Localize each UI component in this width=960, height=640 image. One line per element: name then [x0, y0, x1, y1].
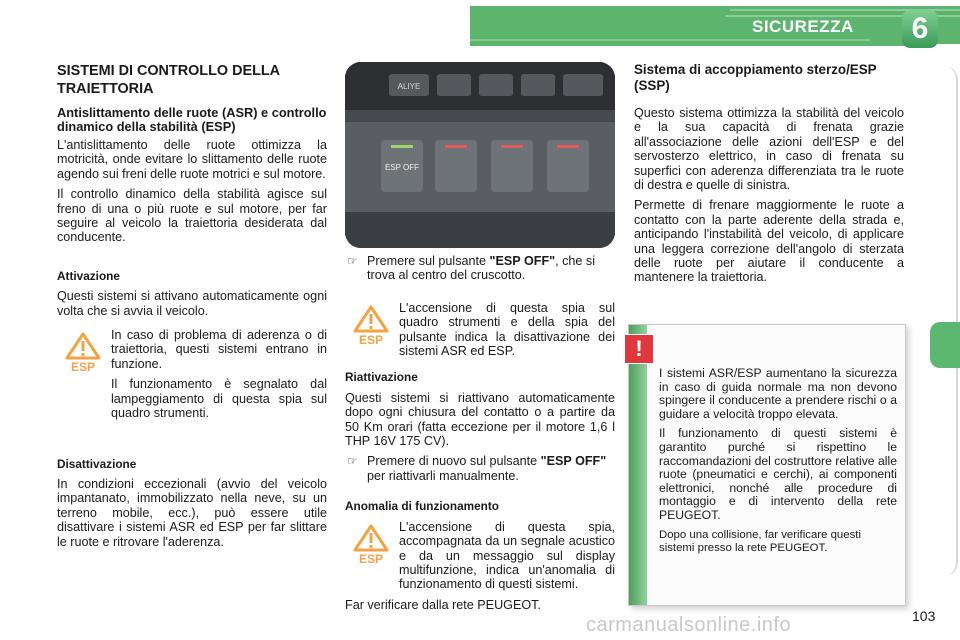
note-paragraph-1: I sistemi ASR/ESP aumentano la sicurezza in caso di guida normale ma non devono spingere il conducente a prendere rischi o a guidare a velocità troppo elevata. [659, 366, 897, 421]
ssp-paragraph-2: Permette di frenare maggiormente le ruote a contatto con la parte aderente della strada e, anticipando l'instabilità del veicolo, di applicare una leggera correzione dell'angolo di sterzata delle ruote per aiutare il conducente a mantenere la traiettoria. [634, 198, 904, 285]
watermark: carmanualsonline.info [586, 614, 792, 636]
right-column [634, 62, 904, 291]
note-text [659, 367, 897, 561]
main-title: SISTEMI DI CONTROLLO DELLA TRAIETTORIA [57, 63, 280, 97]
activation-heading: Attivazione [57, 268, 120, 283]
malfunction-warning-text: L'accensione di questa spia, accompagnata da un segnale acustico e da un messaggio sul display multifunzione, indica un'anomalia di funzionamento di questi sistemi. [399, 519, 615, 592]
asr-paragraph: L'antislittamento delle ruote ottimizza la motricità, onde evitare lo slittamento delle ruote agendo sui freni delle ruote motrici e sul motore. [57, 138, 327, 181]
esp-warning-icon [63, 332, 103, 372]
left-column [57, 62, 327, 555]
dashboard-photo [345, 62, 615, 248]
deactivation-warning [345, 301, 615, 359]
photo-button-label: ALIYE [397, 82, 421, 91]
middle-column [345, 254, 615, 618]
esp-warning-icon [351, 524, 391, 564]
esp-warning-icon [351, 305, 391, 345]
activation-text: Questi sistemi si attivano automaticamente ogni volta che si avvia il veicolo. [57, 289, 327, 318]
note-stripe [629, 325, 647, 605]
asr-esp-subtitle: Antislittamento delle ruote (ASR) e controllo dinamico della stabilità (ESP) [57, 105, 327, 134]
warning-text-flashing: Il funzionamento è segnalato dal lampeggiamento di questa spia sul quadro strumenti. [111, 377, 327, 421]
svg-text:ESP: ESP [358, 551, 384, 564]
hand-pointer-icon: ☞ [347, 454, 358, 469]
hand-pointer-icon: ☞ [347, 254, 358, 268]
header-bar [470, 0, 960, 52]
ssp-paragraph-1: Questo sistema ottimizza la stabilità del veicolo e la sua capacità di frenata grazie all'associazione delle azioni dell'ESP e del servosterzo elettrico, in caso di frenata su superfici con aderenza differenziata tra le ruote di destra e quelle di sinistra. [634, 106, 904, 193]
malfunction-warning [345, 520, 615, 592]
step-press-esp-off: ☞ Premere sul pulsante "ESP OFF", che si trova al centro del cruscotto. [347, 254, 596, 283]
ssp-title: Sistema di accoppiamento sterzo/ESP (SSP) [634, 62, 877, 93]
svg-text:ESP: ESP [358, 332, 384, 345]
photo-esp-off-label: ESP OFF [384, 163, 420, 172]
safety-note-box [628, 324, 906, 606]
step-press-again: ☞ Premere di nuovo sul pulsante "ESP OFF" per riattivarli manualmente. [347, 454, 607, 483]
section-title: SICUREZZA [752, 17, 854, 36]
note-paragraph-2: Il funzionamento di questi sistemi è garantito purché si rispettino le raccomandazioni del costruttore relative alle ruote (pneumatici e cerchi), ai componenti elettronici, nonché alle procedure di montaggio e di intervento della rete PEUGEOT. [659, 426, 897, 522]
chapter-tab-active[interactable] [930, 322, 960, 368]
malfunction-heading: Anomalia di funzionamento [345, 499, 500, 514]
reactivation-heading: Riattivazione [345, 370, 418, 385]
warning-text-adherence: In caso di problema di aderenza o di traiettoria, questi sistemi entrano in funzione. [111, 328, 327, 371]
note-paragraph-3: Dopo una collisione, far verificare questi sistemi presso la rete PEUGEOT. [659, 528, 861, 554]
malfunction-contact: Far verificare dalla rete PEUGEOT. [345, 597, 541, 612]
reactivation-text: Questi sistemi si riattivano automaticamente dopo ogni chiusura del contatto o a partire da 50 Km orari (fatta eccezione per il motore 1,6 l THP 16V 175 CV). [345, 390, 615, 449]
deactivation-warning-text: L'accensione di questa spia sul quadro strumenti e della spia del pulsante indica la disattivazione dei sistemi ASR ed ESP. [399, 300, 615, 359]
chapter-tab-strip [928, 66, 958, 576]
exclamation-icon: ! [624, 334, 654, 364]
esp-off-button-ref: "ESP OFF" [540, 454, 607, 469]
chapter-number: 6 [902, 10, 938, 48]
esp-paragraph: Il controllo dinamico della stabilità agisce sul freno di una o più ruote e sul motore, per far seguire al veicolo la traiettoria desiderata dal conducente. [57, 187, 327, 245]
deactivation-text: In condizioni eccezionali (avvio del veicolo impantanato, immobilizzato nella neve, su un terreno mobile, ecc.), può essere utile disattivare i sistemi ASR ed ESP per far slittare le ruote e ritrovare l'aderenza. [57, 476, 327, 549]
page-number: 103 [912, 608, 936, 624]
activation-warning [57, 328, 327, 420]
esp-warning-label: ESP [70, 360, 96, 373]
esp-off-button-ref: "ESP OFF" [489, 254, 556, 268]
deactivation-heading: Disattivazione [57, 456, 137, 471]
